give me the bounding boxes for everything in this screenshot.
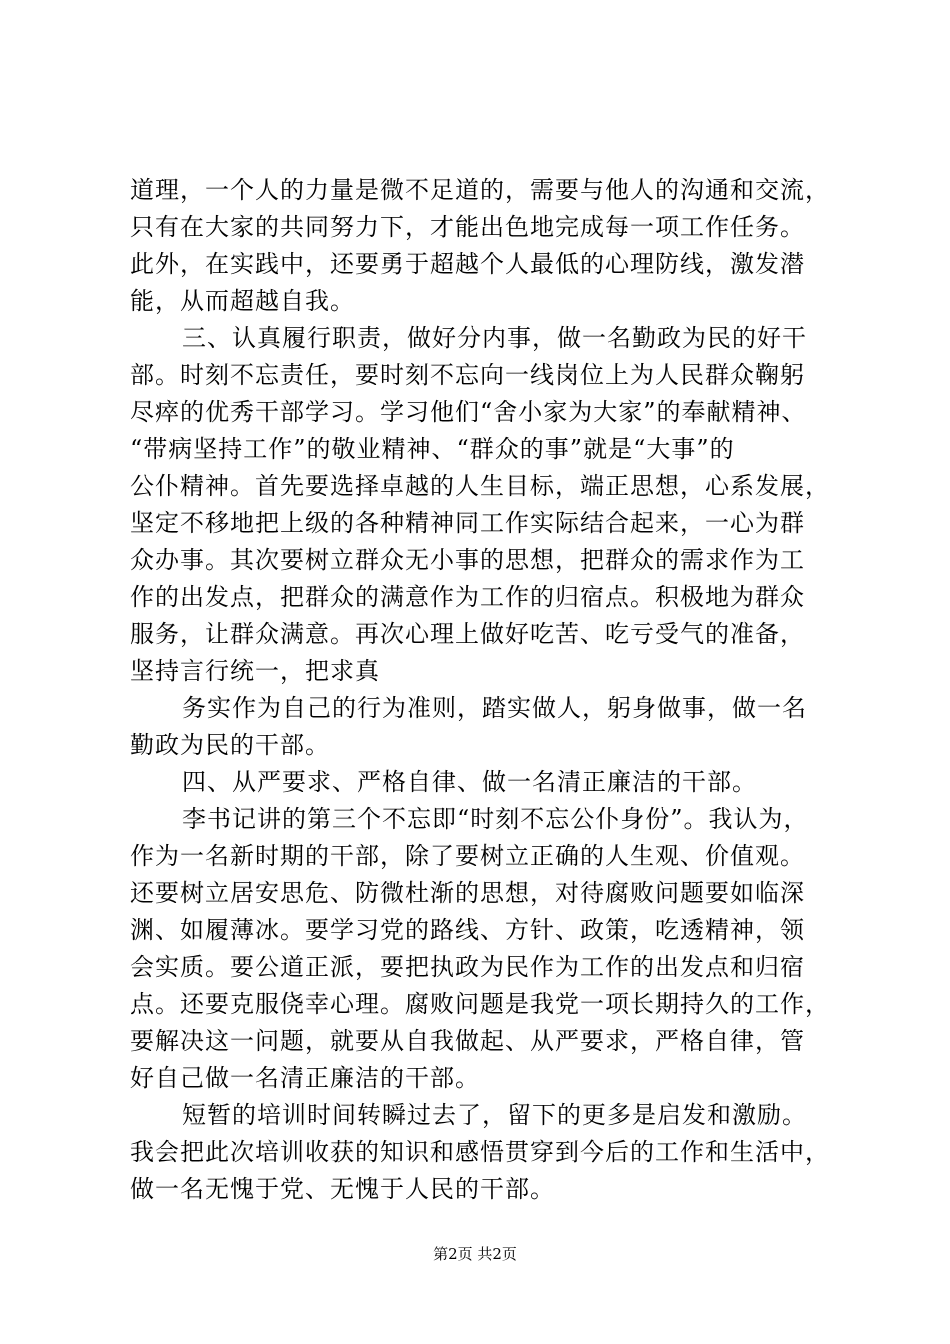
text-line: 尽瘁的优秀干部学习。学习他们“舍小家为大家”的奉献精神、	[130, 398, 807, 426]
text-line: 只有在大家的共同努力下，才能出色地完成每一项工作任务。	[130, 213, 805, 241]
section-heading-four: 四、从严要求、严格自律、做一名清正廉洁的干部。	[182, 768, 757, 796]
page-number-label: 第2页 共2页	[433, 1245, 517, 1263]
text-line: 会实质。要公道正派，要把执政为民作为工作的出发点和归宿	[130, 953, 805, 981]
text-line: 渊、如履薄冰。要学习党的路线、方针、政策，吃透精神，领	[130, 916, 805, 944]
text-line: 坚定不移地把上级的各种精神同工作实际结合起来，一心为群	[130, 509, 805, 537]
text-line: 还要树立居安思危、防微杜渐的思想，对待腐败问题要如临深	[130, 879, 805, 907]
text-line: “带病坚持工作”的敬业精神、“群众的事”就是“大事”的	[130, 435, 735, 463]
text-line: 做一名无愧于党、无愧于人民的干部。	[130, 1175, 555, 1203]
text-line: 点。还要克服侥幸心理。腐败问题是我党一项长期持久的工作，	[130, 990, 830, 1018]
text-line: 部。时刻不忘责任，要时刻不忘向一线岗位上为人民群众鞠躬	[130, 361, 805, 389]
text-line: 作为一名新时期的干部，除了要树立正确的人生观、价值观。	[130, 842, 805, 870]
text-line: 道理，一个人的力量是微不足道的，需要与他人的沟通和交流，	[130, 176, 830, 204]
text-line: 要解决这一问题，就要从自我做起、从严要求，严格自律，管	[130, 1027, 805, 1055]
page-footer	[0, 1244, 950, 1264]
text-line: 务实作为自己的行为准则，踏实做人，躬身做事，做一名	[182, 694, 807, 722]
text-line: 作的出发点，把群众的满意作为工作的归宿点。积极地为群众	[130, 583, 805, 611]
text-line: 李书记讲的第三个不忘即“时刻不忘公仆身份”。我认为，	[182, 805, 809, 833]
text-line: 我会把此次培训收获的知识和感悟贯穿到今后的工作和生活中，	[130, 1138, 830, 1166]
text-line: 好自己做一名清正廉洁的干部。	[130, 1064, 480, 1092]
document-body	[130, 172, 830, 1208]
text-line: 勤政为民的干部。	[130, 731, 330, 759]
text-line: 坚持言行统一，把求真	[130, 657, 380, 685]
text-line: 服务，让群众满意。再次心理上做好吃苦、吃亏受气的准备，	[130, 620, 805, 648]
text-line: 众办事。其次要树立群众无小事的思想，把群众的需求作为工	[130, 546, 805, 574]
section-heading-three: 三、认真履行职责，做好分内事，做一名勤政为民的好干	[182, 324, 807, 352]
text-line: 能，从而超越自我。	[130, 287, 355, 315]
text-line: 短暂的培训时间转瞬过去了，留下的更多是启发和激励。	[182, 1101, 807, 1129]
text-line: 公仆精神。首先要选择卓越的人生目标，端正思想，心系发展，	[130, 472, 830, 500]
text-line: 此外，在实践中，还要勇于超越个人最低的心理防线，激发潜	[130, 250, 805, 278]
